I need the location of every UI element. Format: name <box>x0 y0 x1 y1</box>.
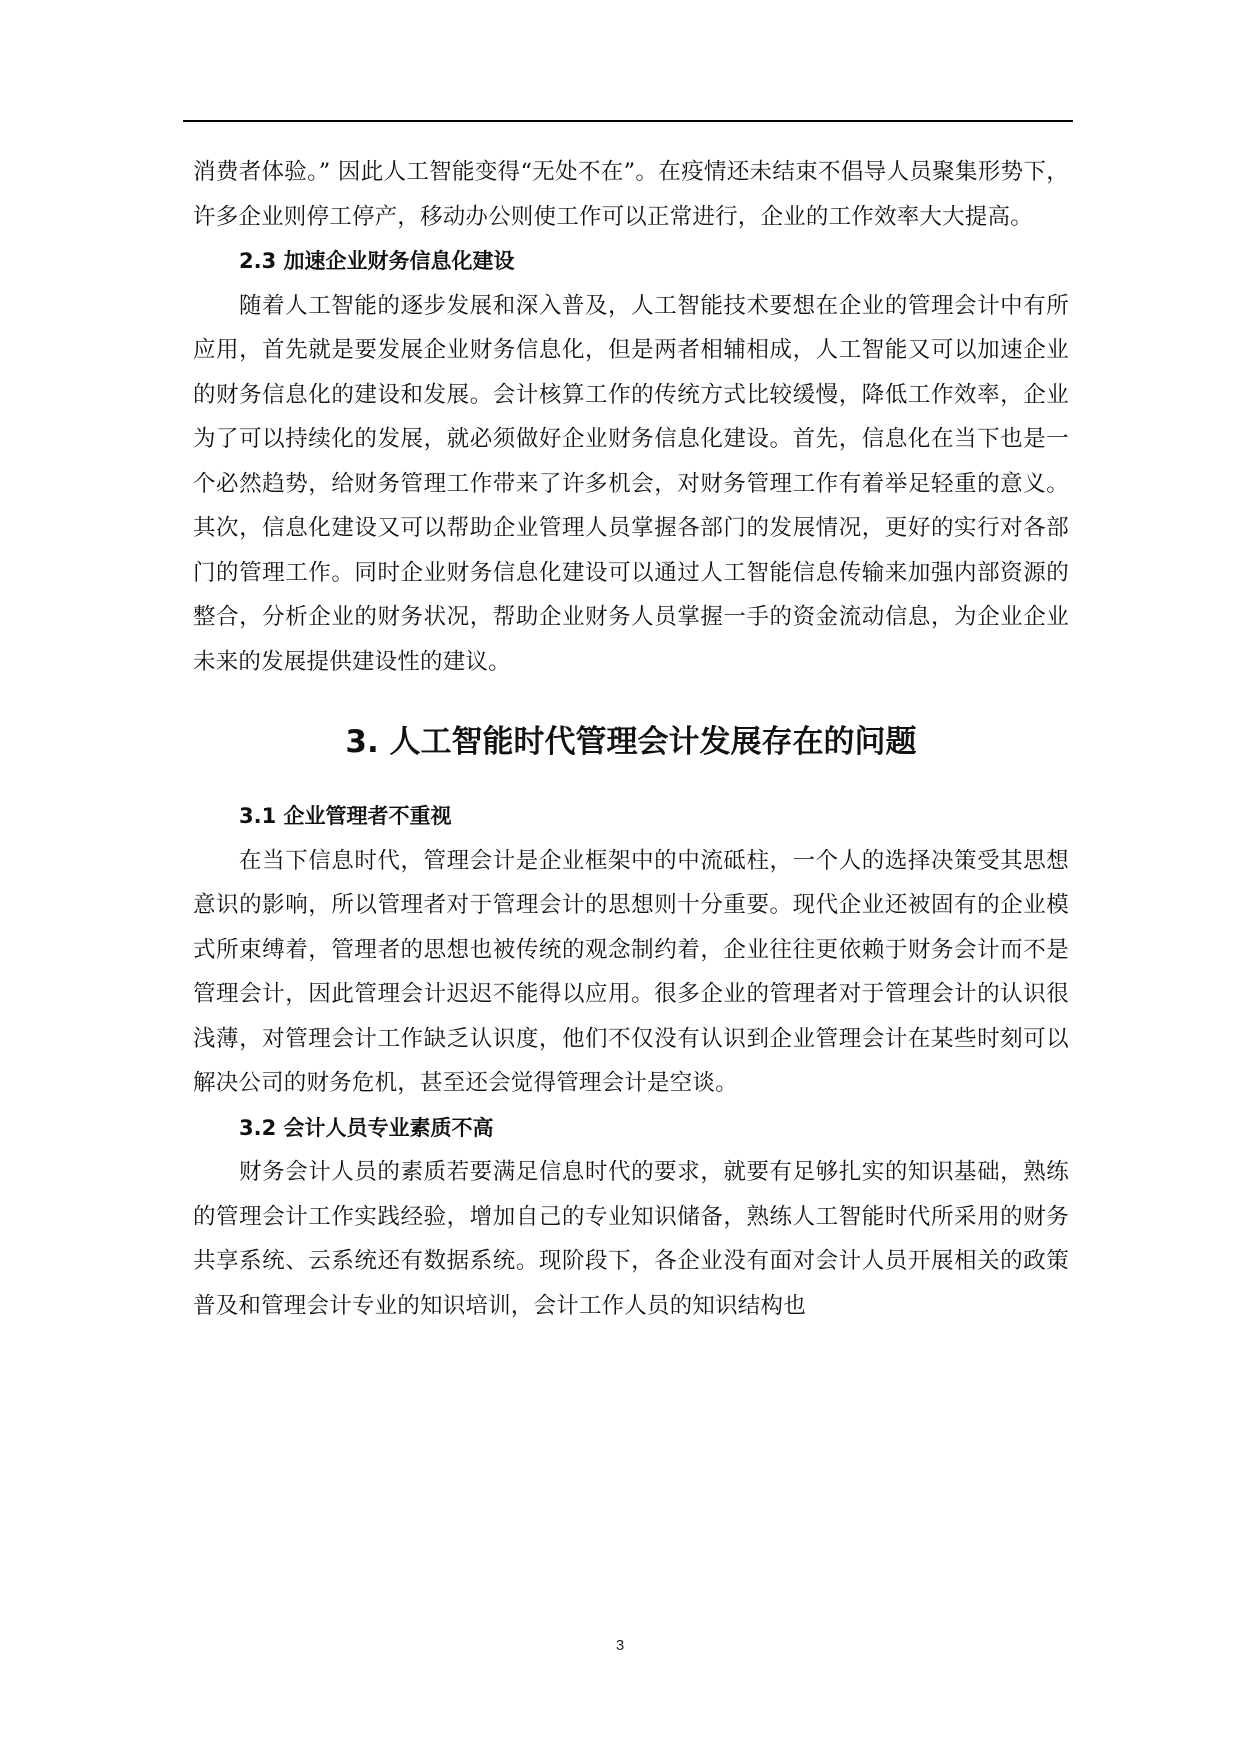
page-number: 3 <box>615 1637 625 1654</box>
paragraph-2-3: 随着人工智能的逐步发展和深入普及，人工智能技术要想在企业的管理会计中有所应用，首先就是要发展企业财务信息化，但是两者相辅相成，人工智能又可以加速企业的财务信息化的建设和发展。会计核算工作的传统方式比较缓慢，降低工作效率，企业为了可以持续化的发展，就必须做好企业财务信息化建设。首先，信息化在当下也是一个必然趋势，给财务管理工作带来了许多机会，对财务管理工作有着举足轻重的意义。其次，信息化建设又可以帮助企业管理人员掌握各部门的发展情况，更好的实行对各部门的管理工作。同时企业财务信息化建设可以通过人工智能信息传输来加强内部资源的整合，分析企业的财务状况，帮助企业财务人员掌握一手的资金流动信息，为企业企业未来的发展提供建设性的建议。 <box>193 292 1069 675</box>
chapter-heading-3: 3. 人工智能时代管理会计发展存在的问题 <box>345 724 917 760</box>
subsection-heading-2-3: 2.3 加速企业财务信息化建设 <box>239 249 515 273</box>
paragraph-3-1: 在当下信息时代，管理会计是企业框架中的中流砥柱，一个人的选择决策受其思想意识的影响，所以管理者对于管理会计的思想则十分重要。现代企业还被固有的企业模式所束缚着，管理者的思想也被传统的观念制约着，企业往往更依赖于财务会计而不是管理会计，因此管理会计迟迟不能得以应用。很多企业的管理者对于管理会计的认识很浅薄，对管理会计工作缺乏认识度，他们不仅没有认识到企业管理会计在某些时刻可以解决公司的财务危机，甚至还会觉得管理会计是空谈。 <box>193 847 1069 1096</box>
header-rule <box>183 120 1073 122</box>
page-body <box>193 150 1069 1328</box>
subsection-heading-3-1: 3.1 企业管理者不重视 <box>239 804 452 828</box>
subsection-heading-3-2: 3.2 会计人员专业素质不高 <box>239 1115 494 1140</box>
paragraph-3-2: 财务会计人员的素质若要满足信息时代的要求，就要有足够扎实的知识基础，熟练的管理会计工作实践经验，增加自己的专业知识储备，熟练人工智能时代所采用的财务共享系统、云系统还有数据系统。现阶段下，各企业没有面对会计人员开展相关的政策普及和管理会计专业的知识培训，会计工作人员的知识结构也 <box>193 1159 1069 1319</box>
continuation-paragraph: 消费者体验。” 因此人工智能变得“无处不在”。在疫情还未结束不倡导人员聚集形势下，许多企业则停工停产，移动办公则使工作可以正常进行，企业的工作效率大大提高。 <box>193 159 1069 230</box>
